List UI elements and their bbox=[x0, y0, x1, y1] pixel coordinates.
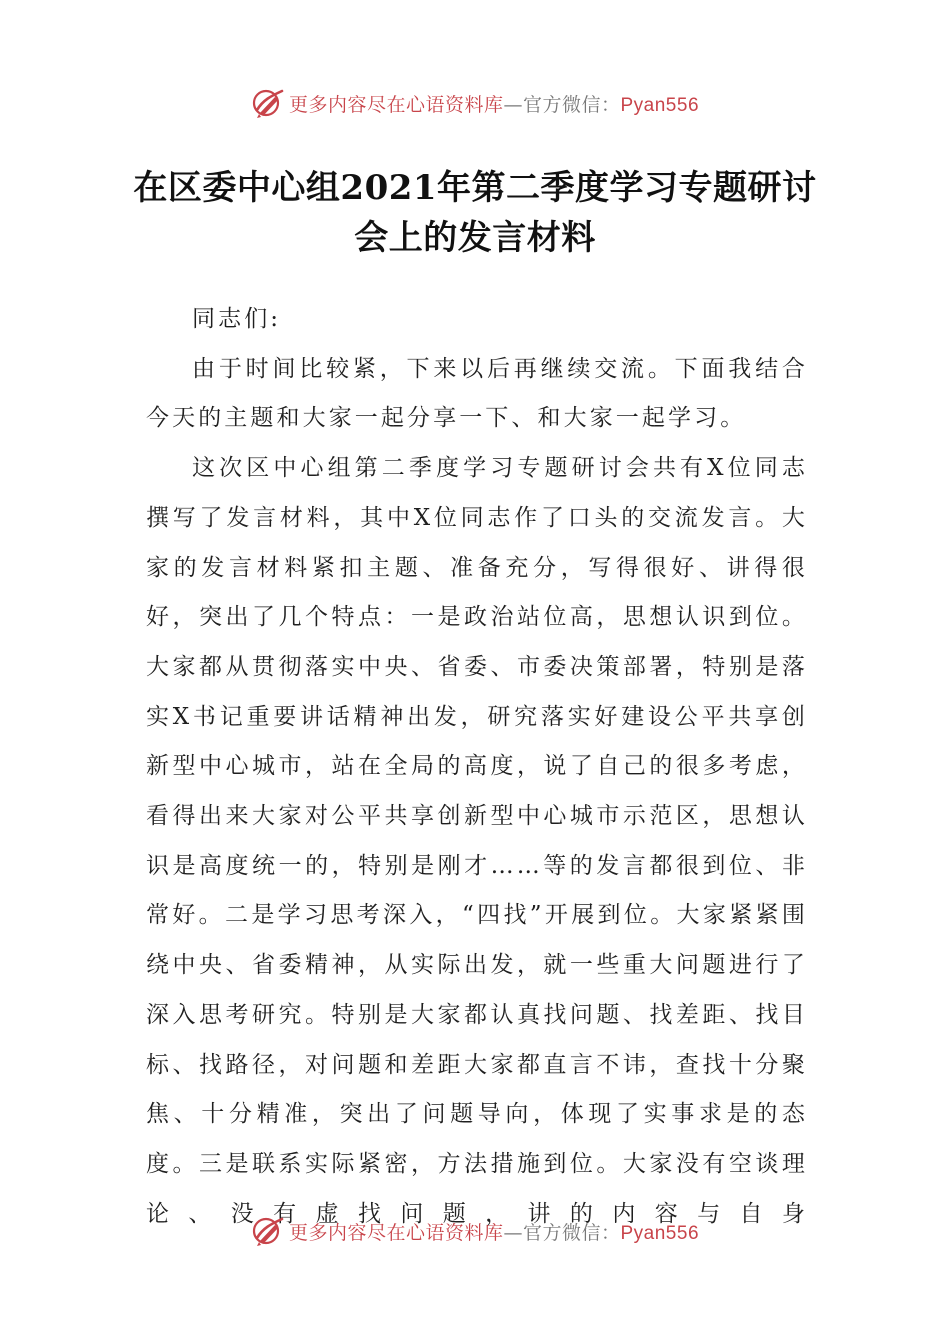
watermark-text bbox=[289, 1218, 699, 1245]
watermark-wechat-label: 官方微信： bbox=[522, 93, 621, 116]
watermark-dash: — bbox=[503, 1221, 523, 1244]
watermark-wechat-id: Pyan556 bbox=[620, 94, 700, 116]
pen-ribbon-icon bbox=[251, 1214, 285, 1248]
watermark-dash: — bbox=[503, 93, 523, 116]
footer-watermark bbox=[0, 1211, 950, 1251]
paragraph-intro: 由于时间比较紧，下来以后再继续交流。下面我结合今天的主题和大家一起分享一下、和大家一起学习。 bbox=[146, 355, 808, 432]
header-watermark bbox=[0, 83, 950, 123]
paragraph-salutation: 同志们: bbox=[192, 306, 282, 332]
watermark-wechat-id: Pyan556 bbox=[620, 1222, 700, 1244]
pen-ribbon-icon bbox=[251, 86, 285, 120]
watermark-site-name: 更多内容尽在心语资料库 bbox=[288, 1221, 504, 1244]
paragraph-main: 这次区中心组第二季度学习专题研讨会共有X位同志撰写了发言材料，其中X位同志作了口头的交流发言。大家的发言材料紧扣主题、准备充分，写得很好、讲得很好，突出了几个特点：一是政治站位高，思想认识到位。大家都从贯彻落实中央、省委、市委决策部署，特别是落实X书记重要讲话精神出发，研究落实好建设公平共享创新型中心城市，站在全局的高度，说了自己的很多考虑，看得出来大家对公平共享创新型中心城市示范区，思想认识是高度统一的，特别是刚才……等的发言都很到位、非常好。二是学习思考深入，“四找”开展到位。大家紧紧围绕中央、省委精神，从实际出发，就一些重大问题进行了深入思考研究。特别是大家都认真找问题、找差距、找目标、找路径，对问题和差距大家都直言不讳，查找十分聚焦、十分精准，突出了问题导向，体现了实事求是的态度。三是联系实际紧密，方法措施到位。大家没有空谈理论、没有虚找问题，讲的内容与自身 bbox=[146, 455, 808, 1227]
watermark-text bbox=[289, 90, 699, 117]
watermark-site-name: 更多内容尽在心语资料库 bbox=[288, 93, 504, 116]
watermark-wechat-label: 官方微信： bbox=[522, 1221, 621, 1244]
document-body bbox=[146, 295, 808, 1239]
document-title: 在区委中心组2021年第二季度学习专题研讨会上的发言材料 bbox=[133, 168, 817, 258]
